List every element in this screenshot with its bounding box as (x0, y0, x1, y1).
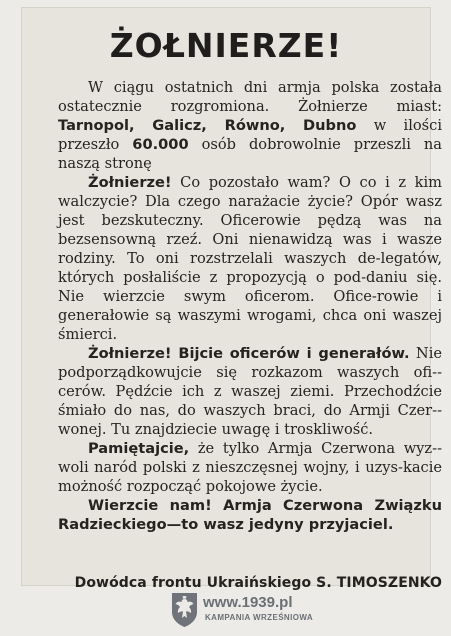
paragraph-1-text-3: osób dobrowolnie przeszli na naszą stronę (58, 136, 442, 172)
leaflet-title: ŻOŁNIERZE! (109, 26, 343, 65)
watermark (170, 590, 314, 630)
leaflet-body (58, 78, 442, 534)
paragraph-2-heading: Żołnierze! (88, 174, 172, 191)
paragraph-1-text-2: w ilości przeszło (58, 117, 442, 153)
paragraph-1 (58, 78, 442, 173)
paragraph-4-heading: Pamiętajcie, (88, 440, 190, 457)
paragraph-3-text: Nie podporządkowujcie się rozkazom waszych ofi-cerów. Pędźcie ich z waszej ziemi. Przechodźcie śmiało do nas, do waszych braci, do Armji Czer-wonej. Tu znajdziecie uwagę i troskliwość. (58, 345, 443, 438)
paragraph-5-text: Wierzcie nam! Armja Czerwona Związku Radzieckiego—to wasz jedyny przyjaciel. (58, 497, 442, 533)
paragraph-1-count: 60.000 (132, 136, 189, 153)
paragraph-5 (58, 496, 442, 534)
leaflet-sheet (22, 8, 443, 591)
watermark-subtitle: KAMPANIA WRZEŚNIOWA (205, 613, 314, 622)
eagle-shield-icon (170, 591, 199, 628)
signature: Dowódca frontu Ukraińskiego S. TIMOSZENKO (74, 575, 442, 591)
paragraph-1-cities: Tarnopol, Galicz, Równo, Dubno (58, 117, 357, 134)
watermark-site: www.1939.pl (203, 594, 293, 611)
paragraph-4-text: że tylko Armja Czerwona wyz-woli naród polski z nieszczęsnej wojny, i uzys-kacie możność rozpocząć pokojowe życie. (58, 440, 442, 495)
paragraph-3-heading: Żołnierze! Bijcie oficerów i generałów. (88, 345, 410, 362)
paragraph-3 (58, 344, 442, 439)
paragraph-4 (58, 439, 442, 496)
paragraph-2-text: Co pozostało wam? O co i z kim walczycie? Dla czego narażacie życie? Opór wasz jest bezskuteczny. Oficerowie pędzą was na bezsensowną rzeź. Oni nienawidzą was i wasze rodziny. To oni rozstrzelali waszych de-legatów, których posłaliście z propozycją o pod-daniu się. Nie wierzcie swym oficerom. Ofice-rowie i generałowie są waszymi wrogami, chca oni waszej śmierci. (58, 174, 442, 343)
paragraph-2 (58, 173, 442, 344)
paragraph-1-text-1: W ciągu ostatnich dni armja polska została ostatecznie rozgromiona. Żołnierze miast: (58, 79, 442, 115)
